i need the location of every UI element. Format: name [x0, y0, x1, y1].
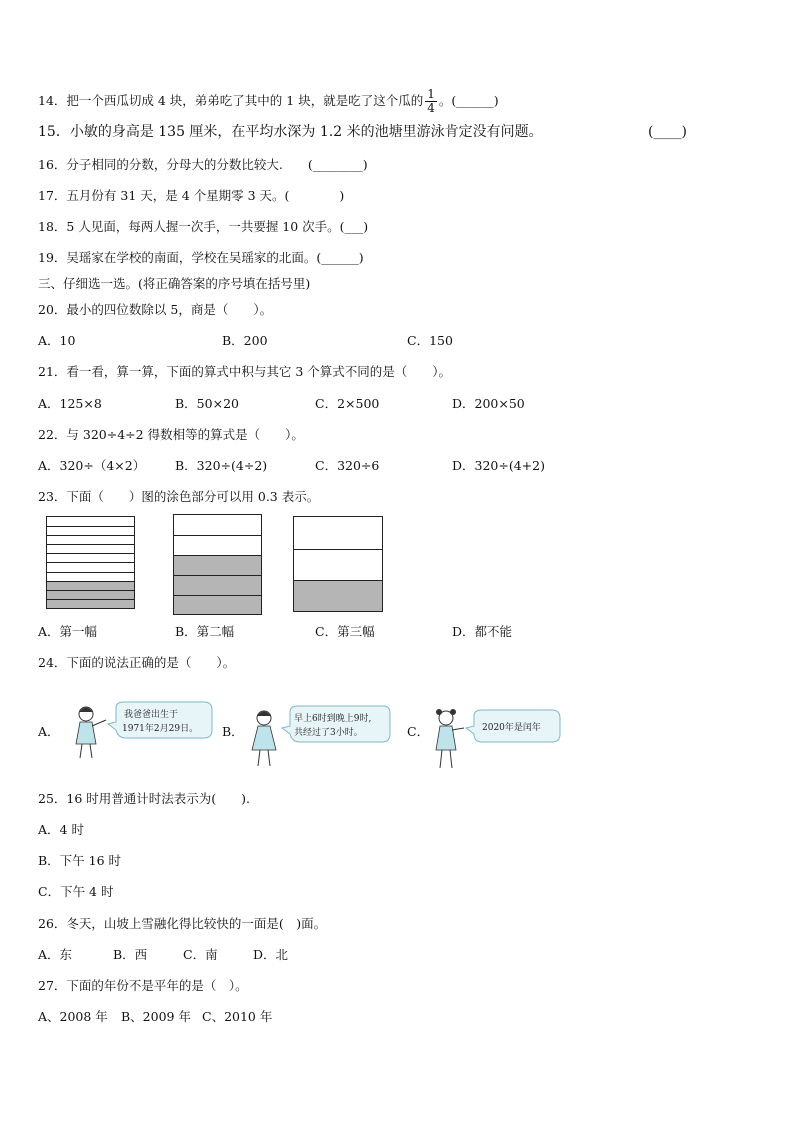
q23-option-a[interactable]: A．第一幅 — [38, 624, 98, 639]
question-14-blank[interactable]: 。(______) — [438, 93, 499, 108]
q22-option-b[interactable]: B．320÷(4÷2) — [175, 458, 268, 473]
section-3-heading: 三、仔细选一选。(将正确答案的序号填在括号里) — [38, 276, 311, 291]
question-15-blank[interactable]: (____) — [648, 124, 687, 140]
question-25: 25．16 时用普通计时法表示为( ). — [38, 791, 251, 806]
q26-option-a[interactable]: A．东 — [38, 947, 73, 962]
q25-option-b[interactable]: B．下午 16 时 — [38, 853, 122, 868]
question-14 — [38, 88, 499, 115]
question-21: 21．看一看，算一算，下面的算式中积与其它 3 个算式不同的是（ ）。 — [38, 364, 452, 379]
q20-option-a[interactable]: A．10 — [38, 333, 76, 348]
figure-1-shaded-part — [47, 581, 134, 608]
fraction-numerator: 1 — [427, 87, 435, 101]
figure-2-shaded-part — [174, 555, 261, 614]
question-23: 23．下面（ ）图的涂色部分可以用 0.3 表示。 — [38, 489, 320, 504]
fraction — [425, 88, 437, 115]
fraction-denominator: 4 — [427, 101, 435, 115]
q26-option-c[interactable]: C．南 — [183, 947, 218, 962]
q27-option-a[interactable]: A、2008 年 — [38, 1009, 108, 1024]
q24-option-b[interactable]: B． — [222, 724, 244, 739]
question-24: 24．下面的说法正确的是（ ）。 — [38, 655, 236, 670]
question-19: 19．吴瑶家在学校的南面，学校在吴瑶家的北面。(______) — [38, 250, 364, 265]
girl-speech-bubble-c-illustration — [430, 706, 562, 772]
q23-option-c[interactable]: C．第三幅 — [315, 624, 375, 639]
q24-option-a[interactable]: A． — [38, 724, 60, 739]
question-15: 15．小敏的身高是 135 厘米，在平均水深为 1.2 米的池塘里游泳肯定没有问题。 — [38, 124, 543, 140]
question-26: 26．冬天，山坡上雪融化得比较快的一面是( )面。 — [38, 916, 327, 931]
question-18: 18．5 人见面，每两人握一次手，一共要握 10 次手。(___) — [38, 219, 369, 234]
girl-speech-bubble-b-illustration — [244, 704, 392, 770]
question-14-text: 14．把一个西瓜切成 4 块，弟弟吃了其中的 1 块，就是吃了这个瓜的 — [38, 93, 424, 108]
question-27: 27．下面的年份不是平年的是（ ）。 — [38, 978, 248, 993]
q23-option-d[interactable]: D．都不能 — [452, 624, 513, 639]
bubble-a-line-1: 我爸爸出生于 — [124, 710, 179, 720]
figure-1-ten-strips — [46, 516, 135, 609]
q21-option-d[interactable]: D．200×50 — [452, 396, 525, 411]
girl-speech-bubble-a-illustration — [66, 700, 214, 762]
bubble-a-line-2: 1971年2月29日。 — [122, 724, 199, 734]
q25-option-c[interactable]: C．下午 4 时 — [38, 884, 114, 899]
q20-option-c[interactable]: C．150 — [407, 333, 453, 348]
q21-option-c[interactable]: C．2×500 — [315, 396, 380, 411]
q22-option-c[interactable]: C．320÷6 — [315, 458, 380, 473]
question-20: 20．最小的四位数除以 5，商是（ ）。 — [38, 302, 273, 317]
question-22: 22．与 320÷4÷2 得数相等的算式是（ ）。 — [38, 427, 304, 442]
question-16: 16．分子相同的分数，分母大的分数比较大. (________) — [38, 157, 368, 172]
q21-option-b[interactable]: B．50×20 — [175, 396, 239, 411]
q26-option-d[interactable]: D．北 — [253, 947, 289, 962]
figure-3-shaded-part — [294, 580, 382, 611]
q21-option-a[interactable]: A．125×8 — [38, 396, 102, 411]
q26-option-b[interactable]: B．西 — [113, 947, 148, 962]
bubble-c-text: 2020年是闰年 — [482, 723, 541, 733]
q27-option-c[interactable]: C、2010 年 — [202, 1009, 273, 1024]
q23-option-b[interactable]: B．第二幅 — [175, 624, 235, 639]
q22-option-a[interactable]: A．320÷（4×2） — [38, 458, 146, 473]
bubble-b-line-2: 共经过了3小时。 — [294, 728, 363, 738]
q20-option-b[interactable]: B．200 — [222, 333, 268, 348]
bubble-b-line-1: 早上6时到晚上9时, — [294, 714, 372, 724]
figure-2-five-strips — [173, 514, 262, 615]
q24-option-c[interactable]: C． — [407, 724, 430, 739]
figure-3-three-parts — [293, 516, 383, 612]
q27-option-b[interactable]: B、2009 年 — [121, 1009, 191, 1024]
q25-option-a[interactable]: A．4 时 — [38, 822, 84, 837]
question-17: 17．五月份有 31 天，是 4 个星期零 3 天。( ) — [38, 188, 345, 203]
q22-option-d[interactable]: D．320÷(4+2) — [452, 458, 545, 473]
